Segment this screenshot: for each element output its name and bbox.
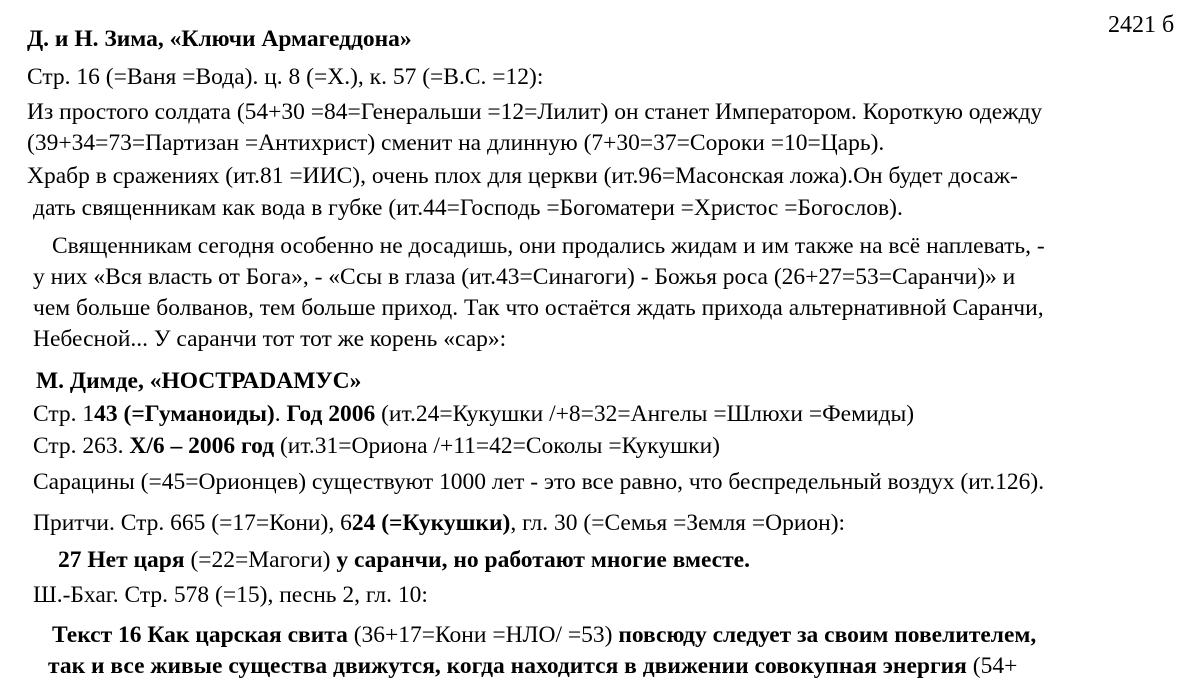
text-line <box>33 580 428 610</box>
text-run: (ит.31=Ориона /+11=42=Соколы =Кукушки) <box>274 433 720 459</box>
text-line <box>27 62 543 92</box>
bold-text-run: Текст 16 Как царская свита <box>52 622 348 648</box>
text-run: Стр. 1 <box>33 401 95 427</box>
text-line <box>36 366 361 396</box>
page-number: 2421 б <box>1108 12 1175 38</box>
text-line <box>58 545 750 575</box>
text-run: Стр. 16 (=Ваня =Вода). ц. 8 (=Х.), к. 57 (=В.С. =12): <box>27 64 544 90</box>
bold-text-run: 43 (=Гуманоиды) <box>94 401 275 427</box>
text-line <box>33 399 914 429</box>
text-run: (=22=Магоги) <box>184 547 337 573</box>
bold-text-run: так и все живые существа движутся, когда находится в движении совокупная энергия <box>48 653 967 679</box>
bold-text-run: повсюду следует за своим повелителем, <box>618 622 1037 648</box>
text-run: Притчи. Стр. 665 (=17=Кони), 6 <box>33 510 352 536</box>
text-run: Священникам сегодня особенно не досадишь, они продались жидам и им также на всё наплевать, - <box>52 233 1045 259</box>
bold-text-run: 24 (=Кукушки) <box>351 510 511 536</box>
bold-text-run: Д. и Н. Зима, «Ключи Армагеддона» <box>27 26 412 52</box>
text-line <box>33 293 1044 323</box>
text-line <box>33 262 1015 292</box>
text-run: (54+ <box>966 653 1018 679</box>
text-run: , гл. 30 (=Семья =Земля =Орион): <box>510 510 846 536</box>
text-line <box>27 24 412 54</box>
text-line <box>33 508 845 538</box>
text-line <box>33 193 903 223</box>
bold-text-run: X/6 – 2006 год <box>129 433 275 459</box>
text-run: (ит.24=Кукушки /+8=32=Ангелы =Шлюхи =Фемиды) <box>375 401 915 427</box>
text-line <box>27 128 884 158</box>
bold-text-run: у саранчи, но работают многие вместе. <box>336 547 750 573</box>
text-line <box>27 97 1042 127</box>
text-line <box>52 620 1036 650</box>
text-line <box>33 467 1044 497</box>
text-run: Храбр в сражениях (ит.81 =ИИС), очень плох для церкви (ит.96=Масонская ложа).Он будет досаж- <box>27 163 1018 189</box>
text-run: Ш.-Бхаг. Стр. 578 (=15), песнь 2, гл. 10: <box>33 582 428 608</box>
bold-text-run: Год 2006 <box>286 401 376 427</box>
text-line <box>33 324 506 354</box>
text-line <box>48 651 1017 681</box>
bold-text-run: 27 Нет царя <box>58 547 185 573</box>
text-run: Сарацины (=45=Орионцев) существуют 1000 лет - это все равно, что беспредельный воздух (ит.126). <box>33 469 1045 495</box>
text-line <box>27 161 1018 191</box>
text-run: у них «Вся власть от Бога», - «Ссы в глаза (ит.43=Синагоги) - Божья роса (26+27=53=Саранчи)» и <box>33 264 1016 290</box>
text-run: (39+34=73=Партизан =Антихрист) сменит на длинную (7+30=37=Сороки =10=Царь). <box>27 130 885 156</box>
text-run: дать священникам как вода в губке (ит.44=Господь =Богоматери =Христос =Богослов). <box>33 195 903 221</box>
text-line <box>33 431 720 461</box>
text-line <box>52 231 1045 261</box>
text-run: Из простого солдата (54+30 =84=Генеральши =12=Лилит) он станет Императором. Короткую одежду <box>27 99 1043 125</box>
text-run: . <box>274 401 287 427</box>
text-run: Небесной... У саранчи тот тот же корень «сар»: <box>33 326 507 352</box>
text-run: (36+17=Кони =НЛО/ =53) <box>347 622 619 648</box>
bold-text-run: М. Димде, «НОСТРАDАМУС» <box>36 368 362 394</box>
text-run: чем больше болванов, тем больше приход. Так что остаётся ждать прихода альтернативной Саранчи, <box>33 295 1044 321</box>
text-run: Стр. 263. <box>33 433 130 459</box>
